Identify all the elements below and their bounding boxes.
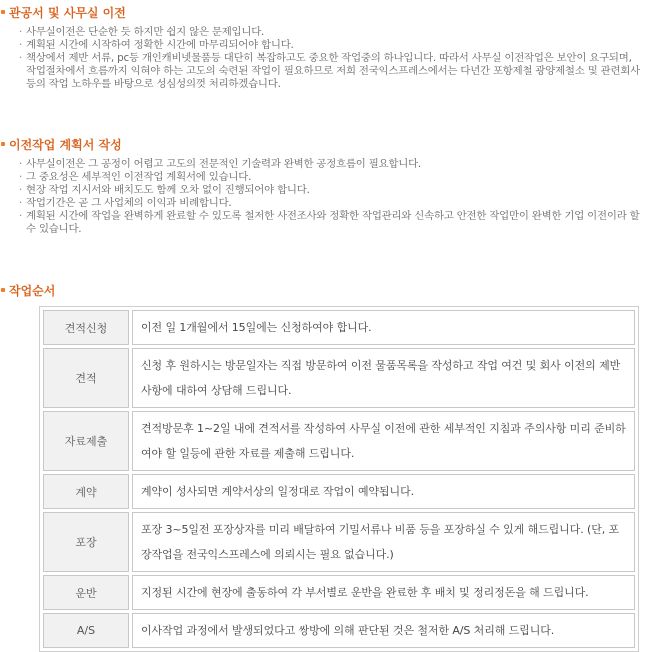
orange-bullet-icon	[1, 10, 5, 14]
step-description: 포장 3~5일전 포장상자를 미리 배달하여 기밀서류나 비품 등을 포장하실 수 있게 해드립니다. (단, 포장작업을 전국익스프레스에 의뢰시는 필요 없습니다.)	[132, 512, 635, 572]
section-work-plan	[0, 136, 649, 236]
table-row	[43, 310, 635, 345]
step-description: 신청 후 원하시는 방문일자는 직접 방문하여 이전 물품목록을 작성하고 작업 여건 및 회사 이전의 제반사항에 대하여 상담해 드립니다.	[132, 348, 635, 408]
section-heading	[0, 136, 649, 154]
section-heading	[0, 282, 649, 300]
section-work-order	[0, 282, 649, 300]
step-label: 포장	[43, 512, 129, 572]
orange-bullet-icon	[1, 142, 5, 146]
step-description: 이전 일 1개월에서 15일에는 신청하여야 합니다.	[132, 310, 635, 345]
step-label: 계약	[43, 474, 129, 509]
dot-bullet-icon: ·	[19, 210, 23, 222]
table-row	[43, 575, 635, 610]
list-item: · 작업기간은 곧 그 사업체의 이익과 비례합니다.	[19, 197, 232, 209]
section-office-relocation	[0, 4, 649, 91]
work-order-table	[39, 306, 639, 652]
item-list	[0, 158, 649, 236]
table-row	[43, 512, 635, 572]
step-label: 견적	[43, 348, 129, 408]
dot-bullet-icon: ·	[19, 171, 23, 183]
table-row	[43, 474, 635, 509]
dot-bullet-icon: ·	[19, 52, 23, 64]
step-label: A/S	[43, 613, 129, 648]
step-description: 이사작업 과정에서 발생되었다고 쌍방에 의해 판단된 것은 철저한 A/S 처리해 드립니다.	[132, 613, 635, 648]
dot-bullet-icon: ·	[19, 184, 23, 196]
dot-bullet-icon: ·	[19, 158, 23, 170]
list-item: · 사무실이전은 단순한 듯 하지만 쉽지 않은 문제입니다.	[19, 26, 265, 38]
step-label: 견적신청	[43, 310, 129, 345]
section-title: 관공서 및 사무실 이전	[9, 6, 126, 20]
step-description: 계약이 성사되면 계약서상의 일정대로 작업이 예약됩니다.	[132, 474, 635, 509]
list-item: · 책상에서 제반 서류, pc등 개인캐비넷물품등 대단히 복잡하고도 중요한 작업중의 하나입니다. 따라서 사무실 이전작업은 보안이 요구되며, 작업절차에서 흐름까지 익혀야 하는 고도의 숙련된 작업이 필요하므로 저희 전국익스프레스에서는 다년간 포항제철 광양제철소 및 관련회사등의 작업 노하우를 바탕으로 성심성의껏 처리하겠습니다.	[19, 52, 641, 90]
list-item: · 현장 작업 지시서와 배치도도 함께 오차 없이 진행되어야 합니다.	[19, 184, 310, 196]
table-row	[43, 613, 635, 648]
step-description: 견적방문후 1~2일 내에 견적서를 작성하여 사무실 이전에 관한 세부적인 지침과 주의사항 미리 준비하여야 할 일등에 관한 자료를 제출해 드립니다.	[132, 411, 635, 471]
section-title: 이전작업 계획서 작성	[9, 138, 122, 152]
list-item: · 그 중요성은 세부적인 이전작업 계획서에 있습니다.	[19, 171, 252, 183]
step-label: 자료제출	[43, 411, 129, 471]
step-description: 지정된 시간에 현장에 출동하여 각 부서별로 운반을 완료한 후 배치 및 정리정돈을 해 드립니다.	[132, 575, 635, 610]
list-item: · 사무실이전은 그 공정이 어렵고 고도의 전문적인 기술력과 완벽한 공정흐름이 필요합니다.	[19, 158, 422, 170]
list-item: · 계획된 시간에 작업을 완벽하게 완료할 수 있도록 철저한 사전조사와 정확한 작업관리와 신속하고 안전한 작업만이 완벽한 기업 이전이라 할 수 있습니다.	[19, 210, 640, 235]
dot-bullet-icon: ·	[19, 197, 23, 209]
table-row	[43, 348, 635, 408]
dot-bullet-icon: ·	[19, 26, 23, 38]
section-heading	[0, 4, 649, 22]
section-title: 작업순서	[9, 284, 56, 298]
list-item: · 계획된 시간에 시작하여 정확한 시간에 마무리되어야 합니다.	[19, 39, 294, 51]
table-row	[43, 411, 635, 471]
dot-bullet-icon: ·	[19, 39, 23, 51]
item-list	[0, 26, 649, 91]
step-label: 운반	[43, 575, 129, 610]
orange-bullet-icon	[1, 288, 5, 292]
